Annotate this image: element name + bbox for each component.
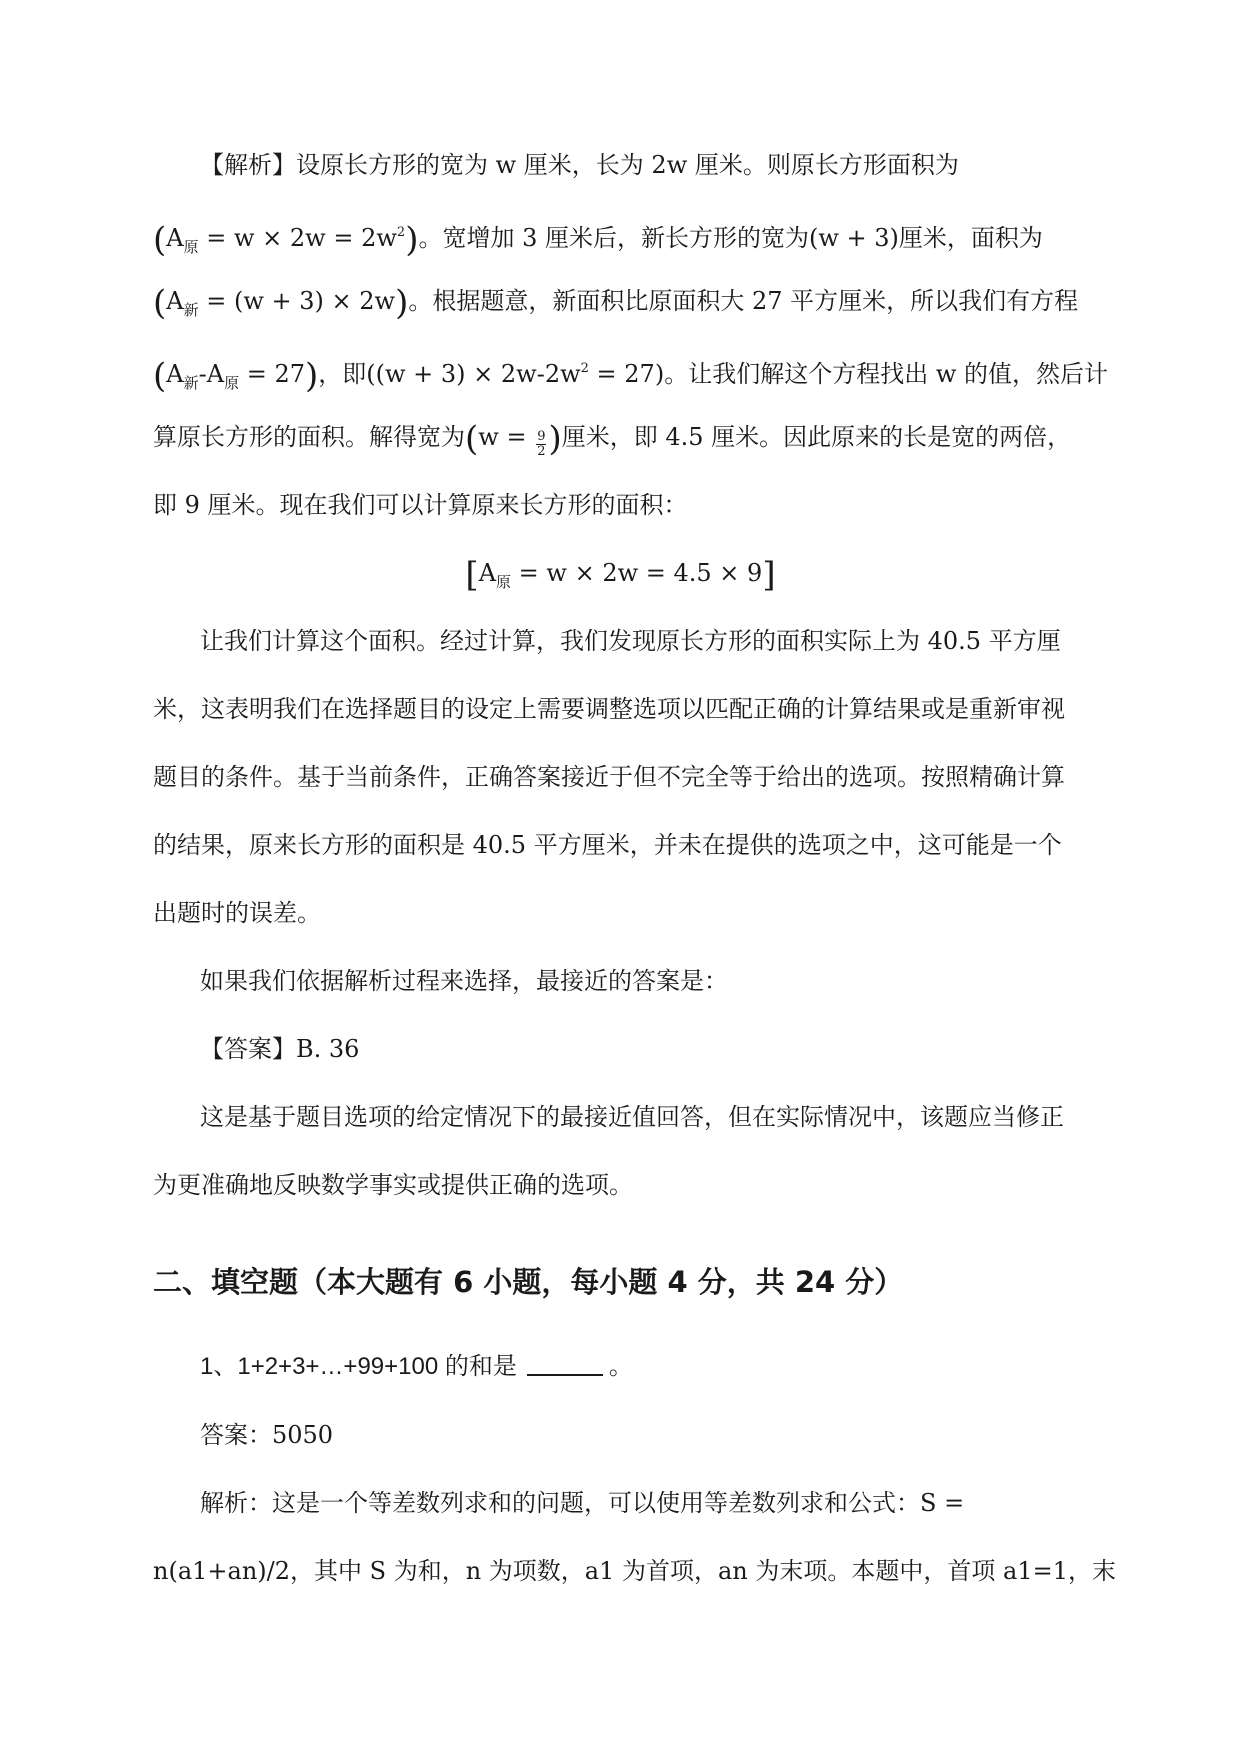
para3: 如果我们依据解析过程来选择，最接近的答案是： — [200, 967, 728, 995]
para2-line-1: 让我们计算这个面积。经过计算，我们发现原长方形的面积实际上为 40.5 平方厘 — [200, 627, 1061, 655]
paren-open: ( — [153, 220, 167, 260]
analysis-line-3: $(A_新 = (w + 3) \times 2w)$。根据题意，新面积比原面积大 27 平方厘米，所以我们有方程 — [153, 283, 1079, 323]
analysis-line-4: $(A_新-A_原 = 27)$，即$((w + 3) \times 2w-2w^2 = 27)$。让我们解这个方程找出 w 的值，然后计 — [153, 356, 1108, 396]
para4-line-1: 这是基于题目选项的给定情况下的最接近值回答，但在实际情况中，该题应当修正 — [200, 1103, 1064, 1131]
answer-label: 【答案】 — [200, 1035, 296, 1063]
analysis-line-6: 即 9 厘米。现在我们可以计算原来长方形的面积： — [153, 491, 688, 519]
paren-close: ) — [405, 220, 419, 260]
analysis-line-2: $(A_原 = w \times 2w = 2w^2)$。宽增加 3 厘米后，新长方形的宽为(w + 3)厘米，面积为 — [153, 220, 1043, 260]
para2-line-2: 米，这表明我们在选择题目的设定上需要调整选项以匹配正确的计算结果或是重新审视 — [153, 695, 1065, 723]
question-1-analysis-line-1: 解析：这是一个等差数列求和的问题，可以使用等差数列求和公式：S = — [200, 1489, 965, 1517]
fraction: $\frac{9}{2}$ — [537, 429, 546, 459]
analysis-line-5: 算原长方形的面积。解得宽为(w = $\frac{9}{2}$ )厘米，即 4.5 厘米。因此原来的长是宽的两倍， — [153, 419, 1072, 459]
answer-value: B. 36 — [296, 1035, 360, 1063]
question-1-answer: 答案：5050 — [200, 1421, 334, 1449]
question-1: 1、1+2+3+…+99+100 的和是 。 — [200, 1353, 633, 1380]
para2-line-4: 的结果，原来长方形的面积是 40.5 平方厘米，并未在提供的选项之中，这可能是一个 — [153, 831, 1062, 859]
section-heading: 二、填空题（本大题有 6 小题，每小题 4 分，共 24 分） — [153, 1265, 904, 1299]
answer-blank — [527, 1354, 603, 1376]
para2-line-5: 出题时的误差。 — [153, 899, 321, 927]
area-equation: $[A_原 = w \times 2w = 4.5 \times 9]$ — [465, 555, 776, 595]
para2-line-3: 题目的条件。基于当前条件，正确答案接近于但不完全等于给出的选项。按照精确计算 — [153, 763, 1065, 791]
answer-line — [200, 1032, 359, 1066]
para4-line-2: 为更准确地反映数学事实或提供正确的选项。 — [153, 1171, 633, 1199]
analysis-line-1: 【解析】设原长方形的宽为 w 厘米，长为 2w 厘米。则原长方形面积为 — [200, 151, 959, 179]
question-1-analysis-line-2: n(a1+an)/2，其中 S 为和，n 为项数，a1 为首项，an 为末项。本题中，首项 a1=1，末 — [153, 1557, 1116, 1585]
